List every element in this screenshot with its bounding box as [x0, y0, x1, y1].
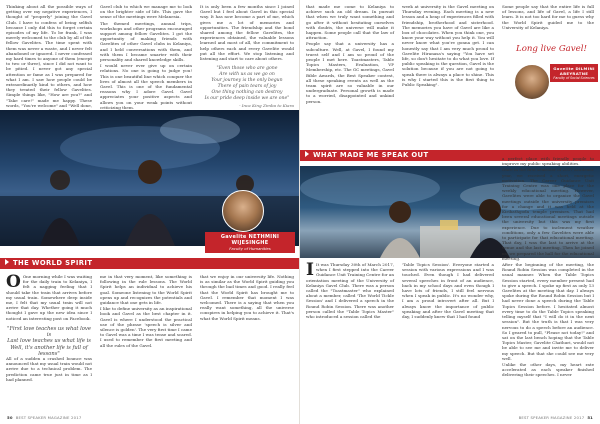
article-column-6 [200, 274, 294, 322]
paragraph: week at university is the Gavel meeting on Thursday evening. Each meeting is a new lesson and a heap of experiences filled with friendship, brotherhood and sisterhood. The memories you have of Gavel are like a box of chocolates. When you think one, you know your way without you help it. You will never know what you're gonna get. I can honestly say that I am very much proud to Gavelite Hiranasa's saying "You have set life, so don't hesitate to do what you love. If public speaking is the question, Gavel is the solution because if you are not going to speak there is always a place to shine. This is why I started this is the first thing to Public Speaking". [402, 4, 494, 88]
section-title: WHAT MADE ME SPEAK OUT [313, 151, 429, 159]
paragraph: It is only been a few months since I joined Gavel but I feel about Gavel in this special way. It has now become a part of me, which gives me a lot of memories and opportunities. The friendship and the bond shared among the fellow Gavelites, the experiences obtained, the valuable lessons learned and most of all, the commitment to help others each and every Gavelite would put all the effort. We stop listening and listening and start to care about others. [200, 4, 294, 62]
article-column-5 [402, 262, 494, 320]
song-quote-author: - Inca King Zimba to Kiara [239, 103, 294, 108]
song-quote [200, 60, 294, 115]
paragraph: me in that very moment, like something is following in the rule lessons. The World Spirit helps an individual to achieve his goal. Someone listening to the World Spirit opens up and recognizes the potentials and guidance that one gets in life. [100, 274, 192, 306]
paragraph [306, 262, 394, 319]
article-column-2 [402, 4, 494, 88]
paragraph: Gavel club to which we manage me to look on the brighter side of life. This gave the sense of the meetings were Melanesia. [100, 4, 192, 20]
article-column-4b [6, 356, 92, 383]
magazine-title: BEST SPEAKER MAGAZINE 2017 [518, 415, 585, 420]
section-banner [0, 258, 300, 269]
speaker-name: Gavelite DILMINI ABEYRATNE [553, 66, 595, 76]
paragraph: that we enjoy in our university life. Nothing is as similar as the World Spirit guiding you through the bad times and good. I really feel that the World Spirit has brought me to Gavel. I remember that moment I was welcomed. There is a saying that when you really want something, all the universe conspires in helping you to achieve it. That's what the World Spirit means. [200, 274, 294, 321]
paragraph: Some people say that the entire life is full of lessons, and life of Gavel, a life I still learn. It is not too hard for me to guess why the World Spirit guided me to the University of Kelaniya. [502, 4, 594, 30]
paragraph: I like to define university as an inspirational book and Gavel as the best chapter in it. Gavel is where I understood the practical use of the phrase 'speech is silver and silence is golden'. The very first time I came to Gavel was a time I was tense and scared. I used to remember the first meeting and all the rules of the Gavel. [100, 306, 192, 348]
article-column-4 [6, 274, 92, 322]
page-footer-left [4, 415, 81, 420]
avatar [514, 64, 550, 100]
triangle-icon [5, 259, 9, 265]
paragraph: that made me come to Kelaniya to achieve such an old dream. In pursuit that when we truly want something and go after it without hesitating ourselves with doubts, the universe will make it happen. Some people call that the law of attraction. [306, 4, 394, 41]
paragraph: After the beginning of the meeting, the Round Robin Session was completed in the usual manner. When the Table Topics Session started, every member present had to give a speech. I spoke up first as only 13 Gavelites at the meeting that day. I always spoke during the Round Robin Session but I had never done a speech during the Table Topics Session before. I hesitated almost every time to do the Table Topics speaking telling myself that "I will do it in the next session". But the truth is that I was very nervous to do a speech before an audience. So I geared to pull, "Please not today!" and sat on the last bench hoping that the Table Topics Master, Gavelite Chathuri, would not be able to see me and invite me to deliver my speech. But that she could see me very well. [502, 262, 594, 361]
magazine-title: BEST SPEAKER MAGAZINE 2017 [15, 415, 82, 420]
paragraph: All of a sudden a crashed bounce was announced that my usual train would not arrive due to a technical problem. The prediction came true just in time as I had planned. [6, 356, 92, 382]
speaker-faculty: Faculty of Humanities [229, 246, 271, 251]
paragraph: Unlike the other days, my heart rate accelerated as each speaker finished delivering their speeches. I never [502, 361, 594, 378]
drop-cap: I [306, 260, 314, 280]
page-number: 50 [7, 415, 13, 420]
page-number: 51 [587, 415, 593, 420]
paragraph: Once in the first semester of 2017 academic year, we received a short, energetic motivation. The Career Guidance Unit Training Centre was one place for the weekly educational meeting. However, Gavelites were able to organize the Gavel meetings outside the university premises for a change and it was held at the Kiribathgoda temple premises. That had been several educational meetings outside the university but this was my first experience. Due to inclement weather conditions, only a few Gavelites were able to participate for that educational meeting. That day, I was the last to arrive at the venue and the last meeting. Then he joined us, we prepared the hall for the educational meeting. [502, 167, 594, 261]
pull-quote: "First love teaches us what love is Last love teaches us what life is Well, it's another life is full of lessons" [7, 326, 91, 357]
song-quote-text: "Even those who are gone Are with us as we go on Your journey is the only begun There of pain tears of joy One thing nothing can destroy Is our pride deep inside we are one" [204, 66, 290, 101]
drop-cap: O [6, 272, 21, 292]
triangle-icon [305, 151, 309, 157]
article-column-4 [306, 262, 394, 320]
right-page [300, 0, 600, 424]
paragraph-text: One morning while I was waiting for the daily train to Kelaniya, I felt a nagging feeling that I should take the train that arrives before my usual train. Somewhere deep inside me, I felt that my usual train will not arrive that day. Whether going it much thought I gave up the new idea since I noticed an interesting post on Facebook. [6, 274, 92, 321]
paragraph: 'Table Topics Session'. Everyone started a session with various expressions and I was touched. Even though I had delivered several speeches in front of an audience, back in my school days and even though I have lots of friends, I still feel nervous when I speak in public. It's no wonder why, I am a proud introvert after all. But I always know the importance of public speaking and after the Gavel meeting that day, I suddenly knew that I had found [402, 262, 494, 320]
paragraph-text: It was Thursday 30th of March 2017, when I first stepped into the Career Guidance Unit Training Centre for an orientation meeting of the University of Kelaniya Gavel Club. There was a person called the "Toastmaster" who explained about a member, called 'The World Tickle Session' and I delivered a speech in the Round Robin Session. There was another person called the "Table Topics Master" who introduced a session called the [306, 262, 395, 320]
paragraph: a perfect place with friendly people to improve my public speaking abilities. [502, 156, 594, 167]
speaker-faculty: Faculty of Social Sciences [553, 76, 595, 80]
speaker-name: Gavelite NETHMINI WIJESINGHE [220, 234, 280, 246]
paragraph [6, 274, 92, 321]
paragraph: I would never ever give up on certain relations. No one is going to judge you! This is one beautiful line which conquer the lives of almost all the speech members in Gavel. This is one of the fundamental reasons why I adore Gavel. Gavel appreciates your positive aspects and allows you on your weak points without criticizing them. [100, 63, 192, 110]
article-column-3 [200, 4, 294, 62]
closing-line: Long live Gavel! [516, 44, 587, 54]
article-column-1 [306, 4, 394, 105]
speaker-name-tag [205, 232, 295, 253]
paragraph: The themed meetings, annual trips, workshops and other programs encouraged support among fellow Gavelites. I got the opportunity of making friends with Gavelites of other Gavel clubs in Kelaniya, and I held conversations with them, and with them I became smarter with their personality and shared knowledge skills. [100, 20, 192, 63]
article-column-5 [100, 274, 192, 349]
page-footer-right [519, 415, 596, 420]
section-title: THE WORLD SPIRIT [13, 259, 93, 267]
speaker-name-tag [550, 64, 598, 82]
article-column-6 [502, 156, 594, 379]
avatar [222, 190, 264, 232]
paragraph: People say that a university has a subculture. Well, at Gavel, I found my truest self and I am so proud of the people I met here. Toastmasters, Table Topics Masters, Evaluation, VP Membership, etc. The GC meetings, Gavel Bible Awards, the Best Speaker contest, all these speaking events as well as the team spirit are so valuable in our undergraduate. Personal growth is made to a worried, disappointed and unkind person. [306, 41, 394, 104]
article-column-3 [502, 4, 594, 31]
paragraph: Thinking about all the possible ways of getting over my negative experiences, I thought of "properly" joining the Gavel Club. I have to confess of being selfish because I only did this to forget certain episodes of my life. To be frank, I was merely welcomed to the club by all of the fellow Gavelites. The time spent with them was never a waste, and I never felt abandoned or ignored. I never confessed my hard times to anyone of them (except to two or three), since I did not want to be pitied. I never got any special attention or fame as I was prepared for what I am. I saw how people could be extraordinarily kind to others, and how they treated their fellow Gavelites. Simple things like, "How are you?" and "Take care!" made me happy. These words, "You're welcome" and "Well done, [6, 4, 92, 108]
